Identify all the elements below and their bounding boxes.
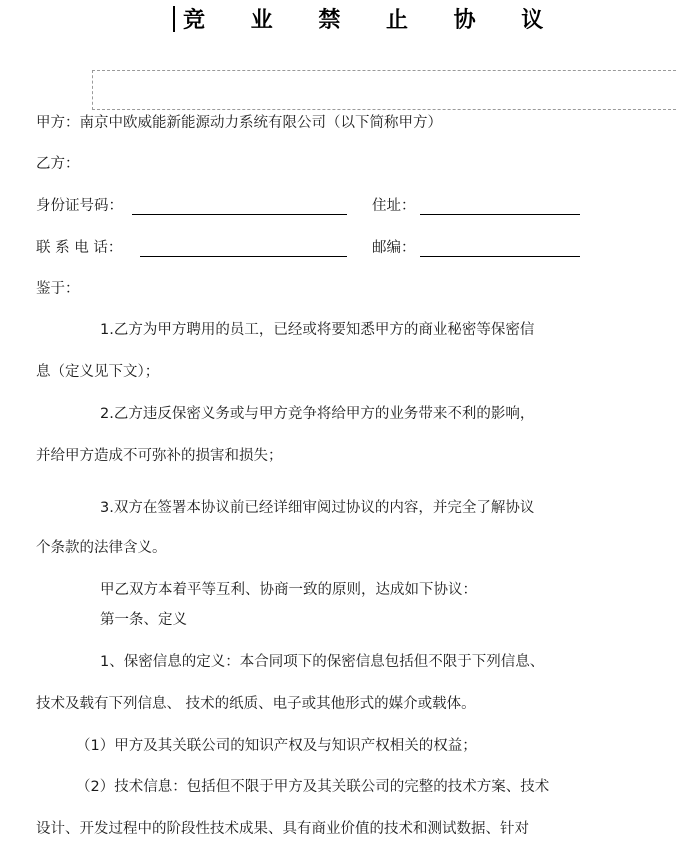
recital-3-line-2: 个条款的法律含义。 <box>36 540 167 556</box>
address-label: 住址： <box>372 198 416 214</box>
document-title: 竞 业 禁 止 协 议 <box>183 7 563 33</box>
party-b-line: 乙方： <box>36 156 80 172</box>
id-number-label: 身份证号码： <box>36 198 123 214</box>
recital-3-line-1: 3.双方在签署本协议前已经详细审阅过协议的内容，并完全了解协议 <box>100 500 535 516</box>
id-number-blank <box>132 214 347 215</box>
header-area-box[interactable] <box>92 70 676 110</box>
agreement-intro: 甲乙双方本着平等互利、协商一致的原则，达成如下协议： <box>100 582 477 598</box>
article-1-heading: 第一条、定义 <box>100 612 187 628</box>
recital-2-line-2: 并给甲方造成不可弥补的损害和损失； <box>36 448 283 464</box>
recital-1-line-1: 1.乙方为甲方聘用的员工，已经或将要知悉甲方的商业秘密等保密信 <box>100 322 535 338</box>
whereas-heading: 鉴于： <box>36 281 80 297</box>
postcode-label: 邮编： <box>372 240 416 256</box>
party-a-line: 甲方：南京中欧威能新能源动力系统有限公司（以下简称甲方） <box>36 115 442 131</box>
definition-1-line-1: 1、保密信息的定义：本合同项下的保密信息包括但不限于下列信息、 <box>100 654 545 670</box>
item-2-line-2: 设计、开发过程中的阶段性技术成果、具有商业价值的技术和测试数据、针对 <box>36 821 529 837</box>
phone-label: 联 系 电 话： <box>36 240 123 256</box>
item-2-line-1: （2）技术信息：包括但不限于甲方及其关联公司的完整的技术方案、技术 <box>76 779 550 795</box>
address-blank <box>420 214 580 215</box>
text-cursor <box>173 6 175 32</box>
definition-1-line-2: 技术及载有下列信息、 技术的纸质、电子或其他形式的媒介或载体。 <box>36 696 476 712</box>
postcode-blank <box>420 256 580 257</box>
recital-1-line-2: 息（定义见下文）； <box>36 364 160 380</box>
phone-blank <box>140 256 347 257</box>
recital-2-line-1: 2.乙方违反保密义务或与甲方竞争将给甲方的业务带来不利的影响， <box>100 406 535 422</box>
item-1: （1）甲方及其关联公司的知识产权及与知识产权相关的权益； <box>76 738 477 754</box>
